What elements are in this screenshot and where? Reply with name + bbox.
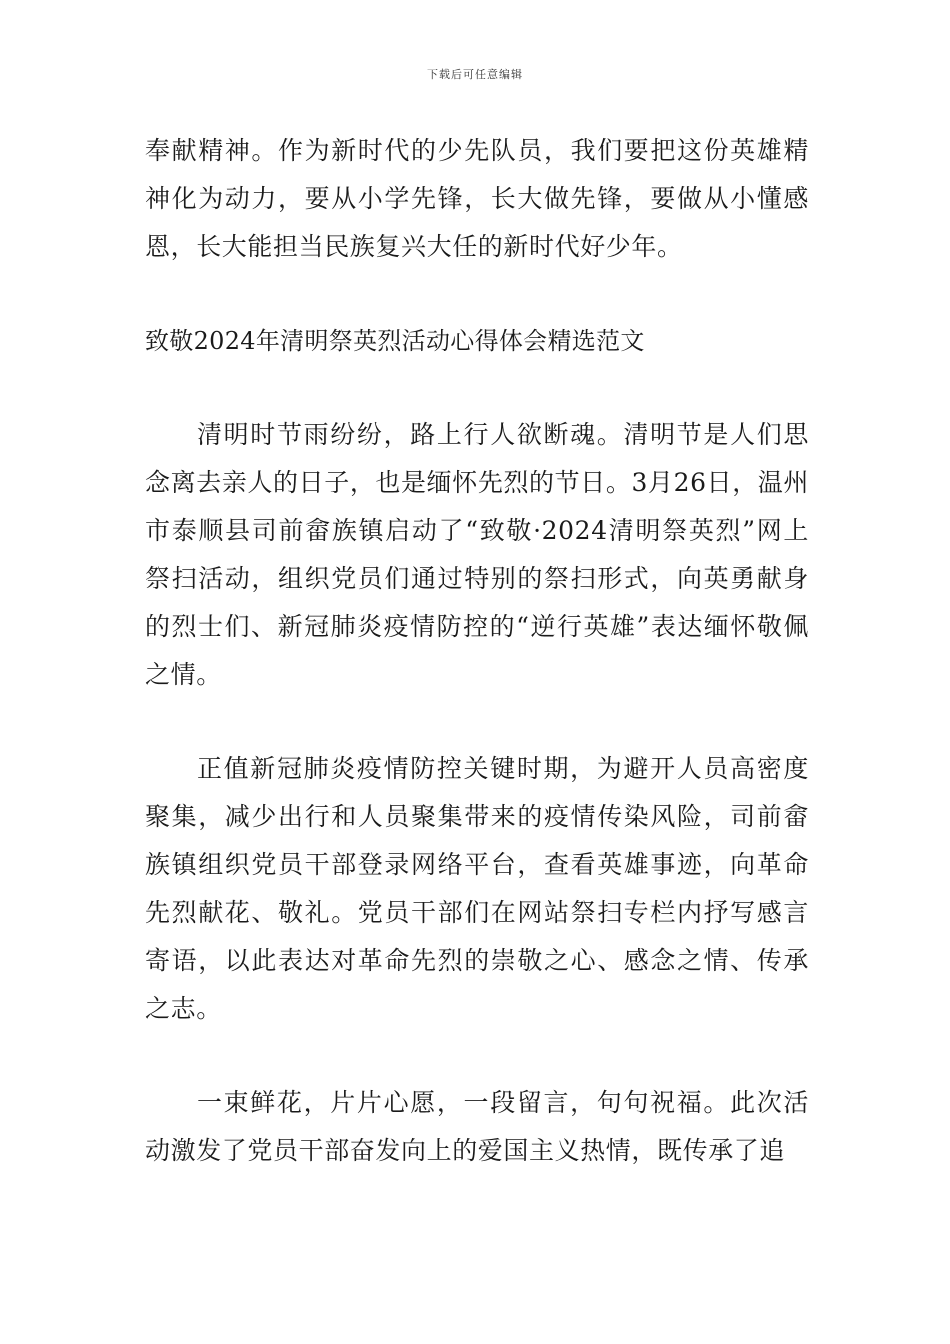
section-title: 致敬2024年清明祭英烈活动心得体会精选范文 bbox=[145, 327, 645, 355]
page-header: 下载后可任意编辑 bbox=[427, 68, 523, 81]
paragraph-continued: 奉献精神。作为新时代的少先队员，我们要把这份英雄精神化为动力，要从小学先锋，长大做先锋，要做从小懂感恩，长大能担当民族复兴大任的新时代好少年。 bbox=[145, 136, 809, 261]
paragraph-1: 清明时节雨纷纷，路上行人欲断魂。清明节是人们思念离去亲人的日子，也是缅怀先烈的节日。3月26日，温州市泰顺县司前畲族镇启动了“致敬·2024清明祭英烈”网上祭扫活动，组织党员们通过特别的祭扫形式，向英勇献身的烈士们、新冠肺炎疫情防控的“逆行英雄”表达缅怀敬佩之情。 bbox=[145, 420, 809, 689]
document-body bbox=[145, 127, 809, 1175]
paragraph-2: 正值新冠肺炎疫情防控关键时期，为避开人员高密度聚集，减少出行和人员聚集带来的疫情传染风险，司前畲族镇组织党员干部登录网络平台，查看英雄事迹，向革命先烈献花、敬礼。党员干部们在网站祭扫专栏内抒写感言寄语，以此表达对革命先烈的崇敬之心、感念之情、传承之志。 bbox=[145, 754, 809, 1023]
paragraph-3: 一束鲜花，片片心愿，一段留言，句句祝福。此次活动激发了党员干部奋发向上的爱国主义热情，既传承了追 bbox=[145, 1088, 809, 1165]
